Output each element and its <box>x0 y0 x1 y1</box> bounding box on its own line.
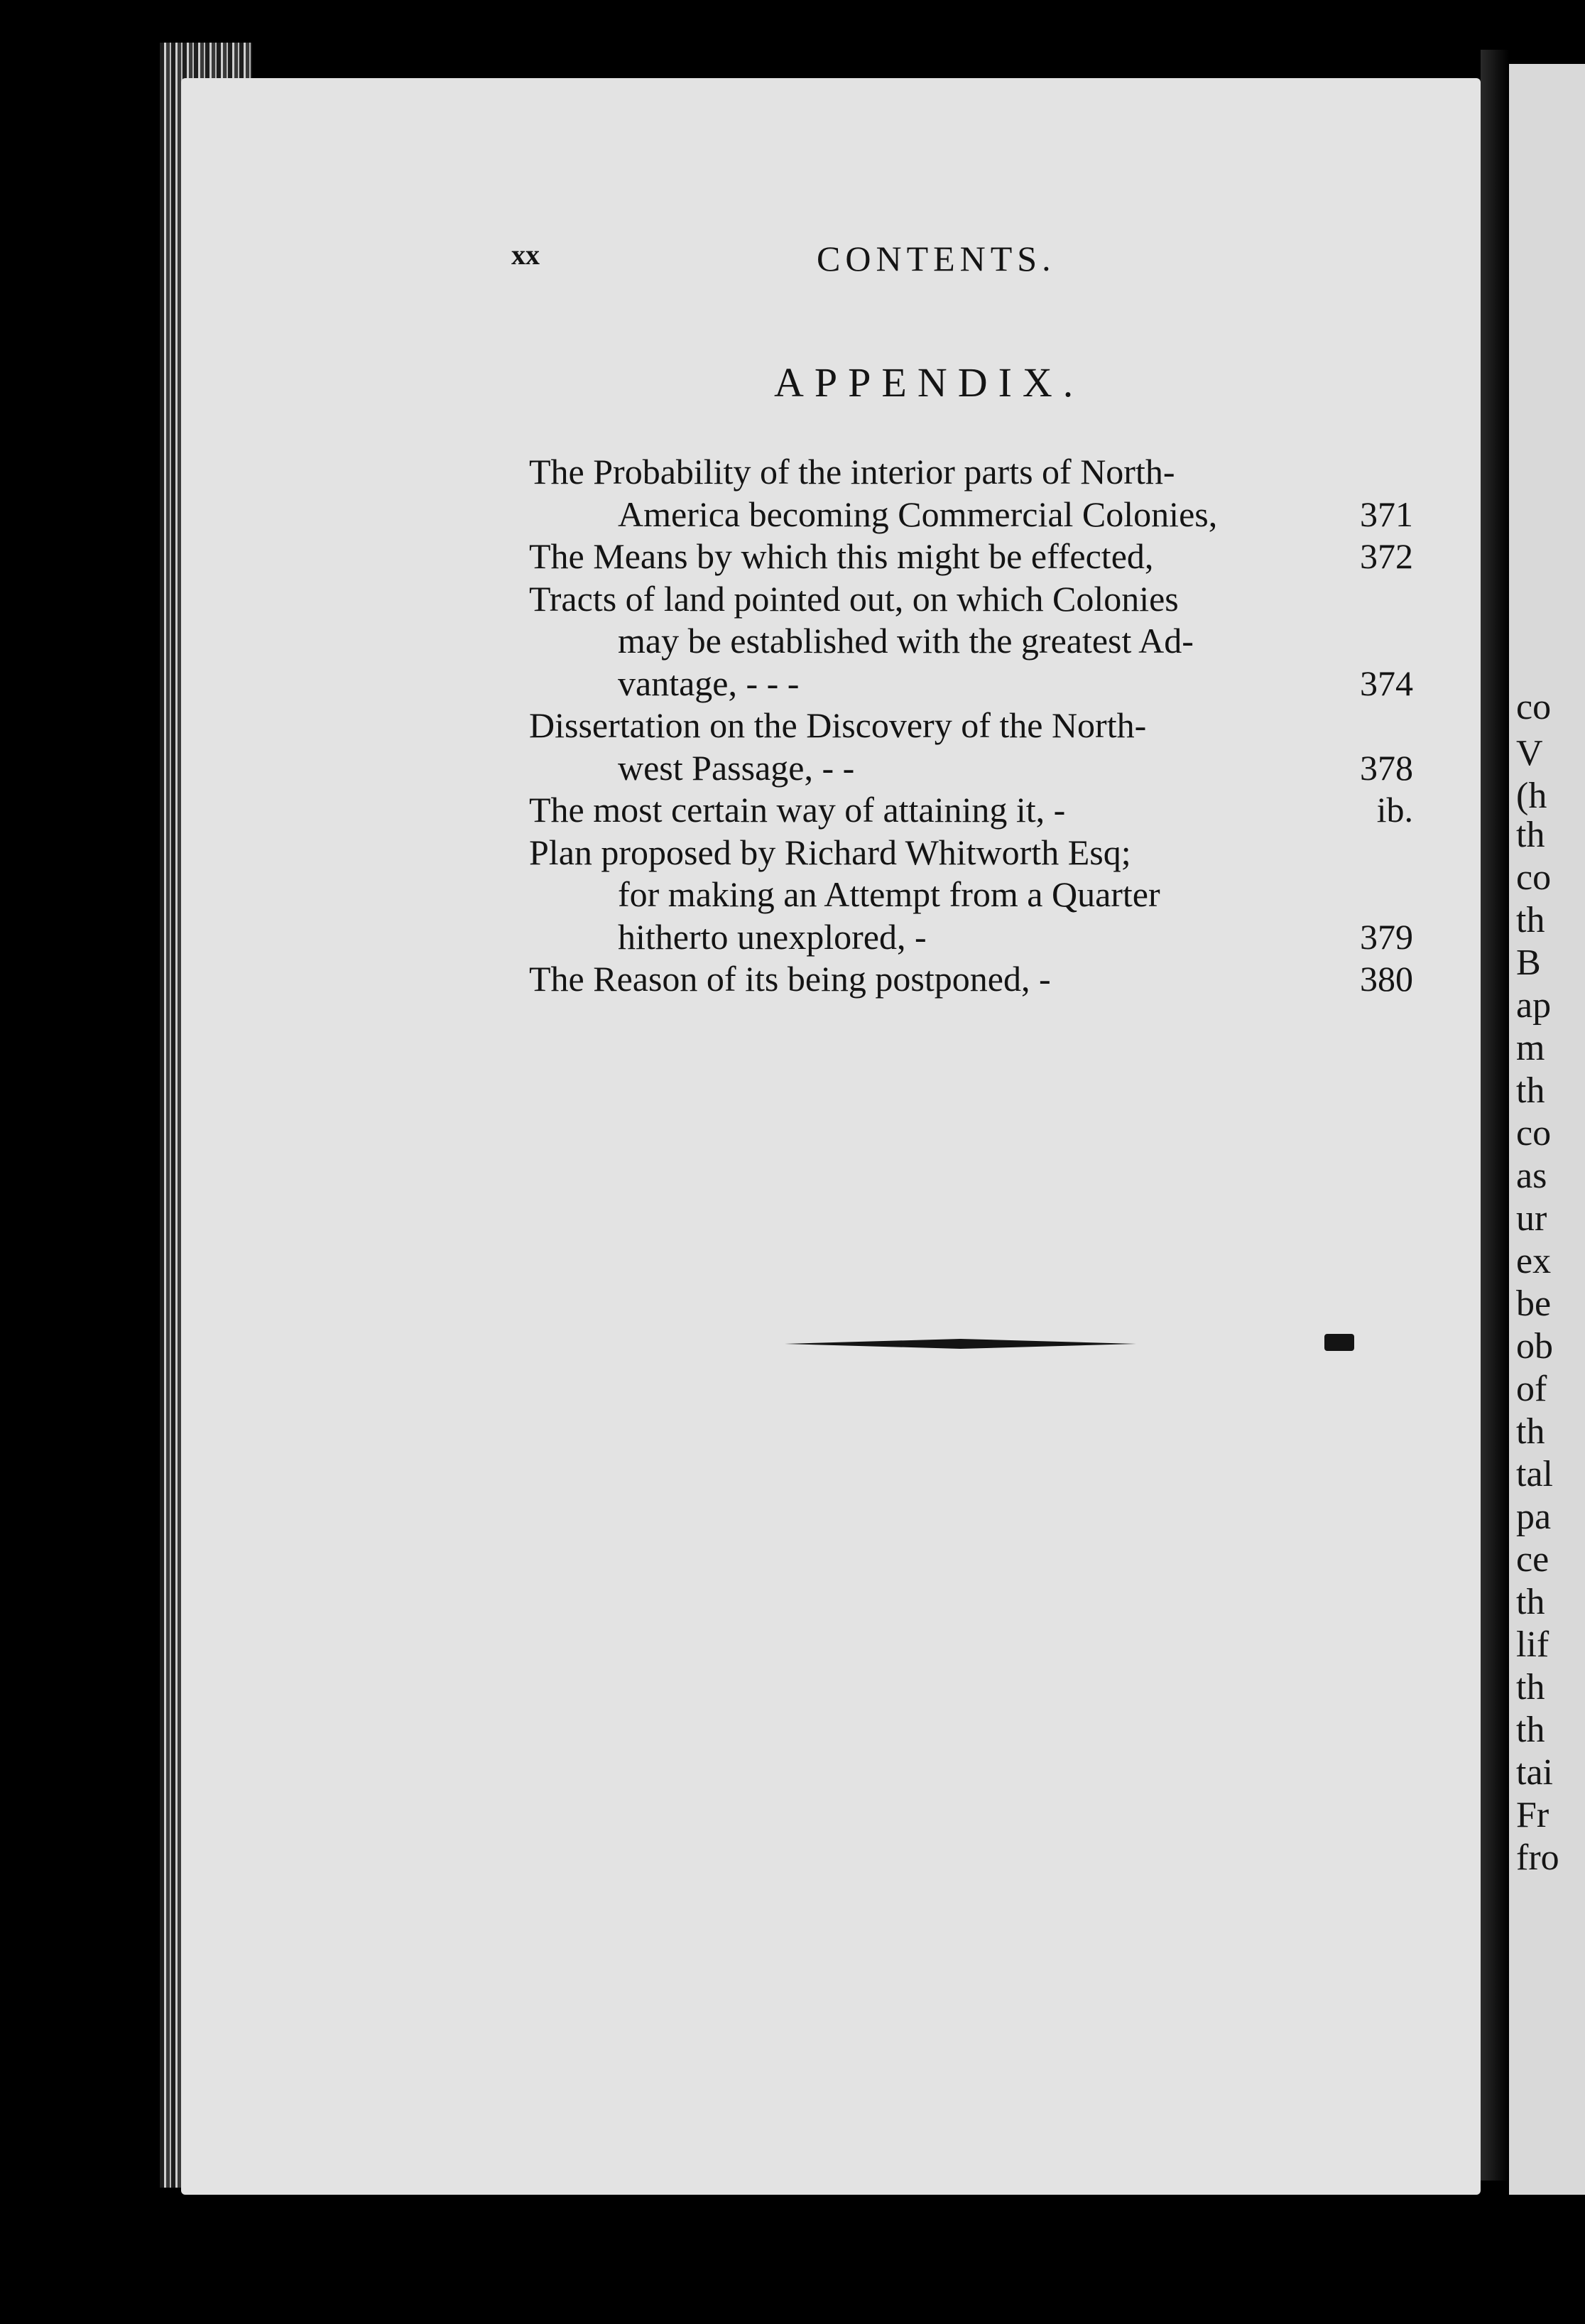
facing-page-line: ob <box>1516 1326 1553 1367</box>
toc-page-number: 380 <box>1360 959 1413 999</box>
facing-page-line: co <box>1516 857 1552 898</box>
toc-entry-text: may be established with the greatest Ad- <box>618 621 1194 661</box>
toc-entry <box>529 958 1413 1001</box>
toc-entry-text: Plan proposed by Richard Whitworth Esq; <box>529 832 1131 872</box>
page-folio: xx <box>511 239 540 271</box>
facing-page-line: of <box>1516 1369 1547 1409</box>
toc-line <box>529 578 1413 621</box>
toc-entry-text: hitherto unexplored, - <box>618 916 927 957</box>
toc-line <box>529 620 1413 663</box>
toc-line <box>529 451 1413 494</box>
toc-entry <box>529 789 1413 832</box>
facing-page-line: be <box>1516 1283 1552 1324</box>
facing-page-line: co <box>1516 1113 1552 1153</box>
toc-line <box>529 789 1413 832</box>
toc-entry-text: vantage, - - - <box>618 663 800 703</box>
toc-entry <box>529 536 1413 578</box>
facing-page-line: ap <box>1516 985 1552 1026</box>
facing-page-line: pa <box>1516 1497 1552 1537</box>
toc-page-number: 379 <box>1360 916 1413 957</box>
toc-line <box>529 536 1413 578</box>
facing-page-line: th <box>1516 1667 1545 1707</box>
facing-page-line: as <box>1516 1156 1547 1196</box>
facing-page-line: ce <box>1516 1539 1549 1580</box>
facing-page-line: (h <box>1516 776 1547 816</box>
facing-page-line: lif <box>1516 1624 1549 1665</box>
toc-page-number: 372 <box>1360 536 1413 576</box>
toc-line <box>529 747 1413 790</box>
appendix-heading: APPENDIX. <box>774 359 1084 406</box>
toc-page-number: 378 <box>1360 747 1413 788</box>
toc-entry <box>529 705 1413 789</box>
toc-line <box>529 705 1413 747</box>
toc-entry <box>529 832 1413 959</box>
facing-page-line: th <box>1516 815 1545 855</box>
toc-line <box>529 874 1413 916</box>
facing-page-line: tai <box>1516 1752 1553 1793</box>
toc-entry-text: Tracts of land pointed out, on which Colonies <box>529 578 1179 619</box>
facing-page-line: B <box>1516 943 1541 983</box>
table-of-contents <box>529 451 1413 1001</box>
toc-entry-text: Dissertation on the Discovery of the North- <box>529 705 1147 745</box>
facing-page-line: th <box>1516 1411 1545 1452</box>
facing-page-line: ur <box>1516 1198 1547 1239</box>
toc-line <box>529 832 1413 874</box>
facing-page-line: th <box>1516 900 1545 940</box>
facing-page-line: Fr <box>1516 1795 1549 1835</box>
facing-page-line: fro <box>1516 1837 1559 1878</box>
gutter-shadow <box>1481 50 1509 2181</box>
facing-page-line: tal <box>1516 1454 1553 1494</box>
facing-page-line: th <box>1516 1070 1545 1111</box>
facing-page-line: th <box>1516 1710 1545 1750</box>
toc-entry-text: The Probability of the interior parts of North- <box>529 452 1175 492</box>
ink-blot <box>1324 1334 1354 1351</box>
toc-line <box>529 916 1413 959</box>
toc-entry-text: for making an Attempt from a Quarter <box>618 874 1160 914</box>
toc-line <box>529 663 1413 705</box>
toc-entry <box>529 578 1413 705</box>
facing-page-line: V <box>1516 733 1543 773</box>
facing-page-line: co <box>1516 687 1552 727</box>
facing-page-line: ex <box>1516 1241 1552 1281</box>
toc-line <box>529 494 1413 536</box>
toc-page-number: ib. <box>1376 790 1413 830</box>
facing-page-line: th <box>1516 1582 1545 1622</box>
toc-page-number: 371 <box>1360 494 1413 534</box>
toc-entry-text: The Means by which this might be effected, <box>529 536 1154 576</box>
running-title: CONTENTS. <box>817 239 1056 278</box>
facing-page-line: m <box>1516 1028 1545 1068</box>
toc-entry-text: The Reason of its being postponed, - <box>529 959 1051 999</box>
toc-line <box>529 958 1413 1001</box>
toc-page-number: 374 <box>1360 663 1413 703</box>
toc-entry-text: west Passage, - - <box>618 747 855 788</box>
toc-entry-text: The most certain way of attaining it, - <box>529 790 1066 830</box>
toc-entry <box>529 451 1413 536</box>
toc-entry-text: America becoming Commercial Colonies, <box>618 494 1218 534</box>
